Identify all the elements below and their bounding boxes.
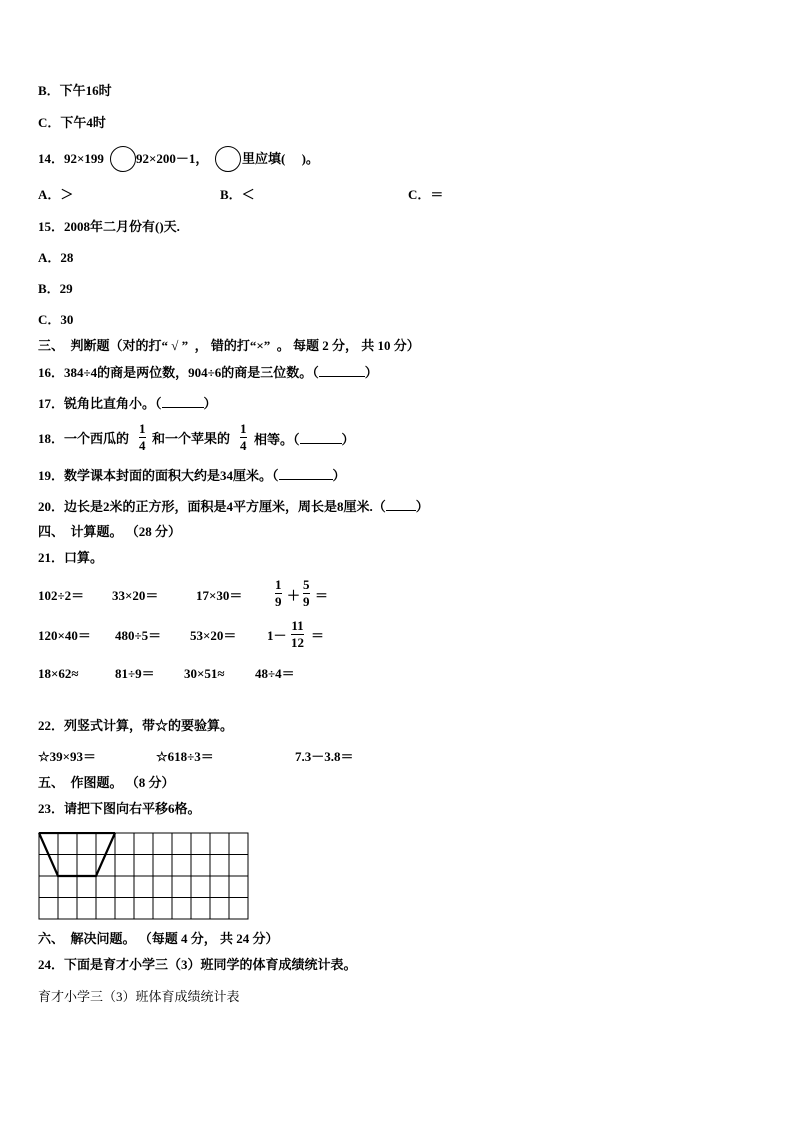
fraction-eleven-twelfths: 11 12 — [291, 618, 304, 650]
section-6-heading: 六、 解决问题。 （每题 4 分， 共 24 分） — [38, 931, 279, 946]
answer-circle — [110, 146, 136, 172]
answer-blank — [319, 364, 365, 377]
table-title: 育才小学三（3）班体育成绩统计表 — [38, 989, 240, 1004]
q19-question: 19．数学课本封面的面积大约是34厘米。（ ） — [38, 468, 346, 483]
vertical-calc-item: 7.3－3.8＝ — [295, 749, 354, 764]
calc-item: 33×20＝ — [112, 588, 159, 603]
q15-option-b: B．29 — [38, 281, 73, 296]
calc-item: 81÷9＝ — [115, 666, 155, 681]
answer-blank — [300, 431, 342, 444]
q16-question: 16．384÷4的商是两位数，904÷6的商是三位数。（ ） — [38, 365, 378, 380]
q15-option-c: C．30 — [38, 312, 74, 327]
q15-option-a: A．28 — [38, 250, 74, 265]
translation-grid — [38, 832, 250, 922]
fraction-one-ninth: 1 9 — [275, 577, 282, 609]
q17-question: 17．锐角比直角小。（ ） — [38, 396, 217, 411]
calc-item: 53×20＝ — [190, 628, 237, 643]
q14-option-a: A．＞ — [38, 187, 74, 202]
answer-blank — [279, 467, 333, 480]
calc-item: 30×51≈ — [184, 666, 225, 681]
calc-item: 48÷4＝ — [255, 666, 295, 681]
q21-question: 21．口算。 — [38, 550, 104, 565]
calc-item-prefix: 1－ — [267, 628, 287, 643]
q23-question: 23．请把下图向右平移6格。 — [38, 801, 201, 816]
equals-sign: ＝ — [315, 588, 329, 603]
q18-part-a: 18．一个西瓜的 — [38, 431, 130, 446]
q14-option-b: B．＜ — [220, 187, 255, 202]
option-c-line: C．下午4时 — [38, 115, 106, 130]
vertical-calc-item: ☆618÷3＝ — [156, 749, 214, 764]
answer-circle — [215, 146, 241, 172]
q18-part-b: 和一个苹果的 — [152, 431, 231, 446]
section-4-heading: 四、 计算题。 （28 分） — [38, 524, 182, 539]
calc-item: 18×62≈ — [38, 666, 79, 681]
q14-part-b: 92×200－1， — [136, 151, 209, 166]
answer-blank — [386, 498, 416, 511]
section-3-heading: 三、 判断题（对的打“ √ ” ， 错的打“×” 。 每题 2 分， 共 10 分） — [38, 338, 420, 353]
answer-blank — [162, 395, 204, 408]
q20-question: 20．边长是2米的正方形，面积是4平方厘米，周长是8厘米.（ ） — [38, 499, 429, 514]
q14-option-c: C．＝ — [408, 187, 444, 202]
calc-item: 120×40＝ — [38, 628, 91, 643]
vertical-calc-item: ☆39×93＝ — [38, 749, 97, 764]
section-5-heading: 五、 作图题。 （8 分） — [38, 775, 175, 790]
equals-sign: ＝ — [311, 628, 325, 643]
q14-part-c: 里应填( )。 — [242, 151, 319, 166]
calc-item: 17×30＝ — [196, 588, 243, 603]
q15-question: 15．2008年二月份有()天. — [38, 219, 180, 234]
q18-tail: 相等。（ ） — [254, 432, 355, 447]
q22-question: 22．列竖式计算，带☆的要验算。 — [38, 718, 234, 733]
plus-sign: ＋ — [287, 588, 301, 603]
q14-part-a: 14．92×199 — [38, 151, 104, 166]
fraction-one-quarter: 1 4 — [240, 421, 247, 453]
calc-item: 480÷5＝ — [115, 628, 162, 643]
option-b-line: B．下午16时 — [38, 83, 112, 98]
fraction-five-ninths: 5 9 — [303, 577, 310, 609]
fraction-one-quarter: 1 4 — [139, 421, 146, 453]
q24-question: 24．下面是育才小学三（3）班同学的体育成绩统计表。 — [38, 957, 357, 972]
calc-item: 102÷2＝ — [38, 588, 85, 603]
